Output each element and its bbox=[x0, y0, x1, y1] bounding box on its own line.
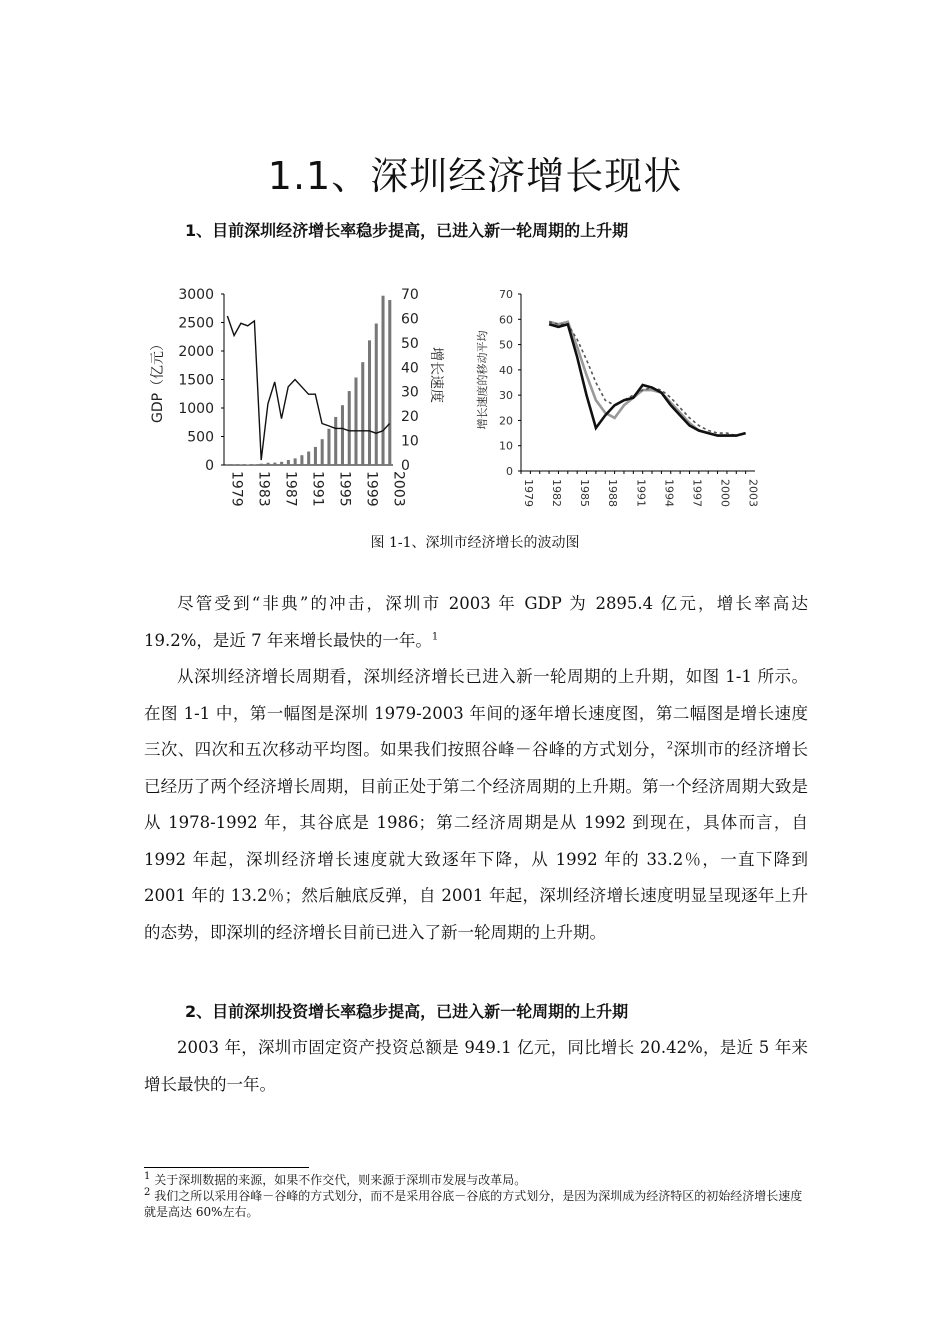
footnote-separator bbox=[144, 1167, 309, 1168]
body-text bbox=[144, 586, 808, 951]
y-tick-label: 1000 bbox=[178, 401, 214, 417]
y2-tick-label: 70 bbox=[401, 287, 419, 303]
gdp-bar bbox=[280, 462, 283, 465]
x-tick-label: 1979 bbox=[228, 471, 245, 507]
y2-tick-label: 0 bbox=[401, 458, 410, 474]
x-tick-label: 1985 bbox=[578, 479, 592, 507]
x-tick-label: 1982 bbox=[550, 479, 564, 507]
paragraph-2: 从深圳经济增长周期看，深圳经济增长已进入新一轮周期的上升期，如图 1-1 所示。在图 1-1 中，第一幅图是深圳 1979-2003 年间的逐年增长速度图，第二幅图是增长速度三次、四次和五次移动平均图。如果我们按照谷峰－谷峰的方式划分，$^2$深圳市的经济增长已经历了两个经济增长周期，目前正处于第二个经济周期的上升期。第一个经济周期大致是从 1978-1992 年，其谷底是 1986；第二经济周期是从 1992 到现在，具体而言，自 1992 年起，深圳经济增长速度就大致逐年下降，从 1992 年的 33.2％，一直下降到 2001 年的 13.2％；然后触底反弹，自 2001 年起，深圳经济增长速度明显呈现逐年上升的态势，即深圳的经济增长目前已进入了新一轮周期的上升期。 bbox=[144, 667, 809, 942]
y-tick-label: 0 bbox=[205, 458, 214, 474]
y2-tick-label: 20 bbox=[401, 409, 419, 426]
gdp-bar bbox=[348, 391, 351, 465]
x-tick-label: 2003 bbox=[390, 471, 407, 507]
y2-tick-label: 10 bbox=[401, 433, 419, 450]
y-tick-label: 3000 bbox=[178, 287, 214, 303]
figure-1-1 bbox=[0, 275, 950, 515]
y-tick-label: 70 bbox=[499, 288, 513, 301]
gdp-bar bbox=[334, 417, 337, 465]
figure-caption: 图 1-1、深圳市经济增长的波动图 bbox=[370, 535, 580, 551]
x-tick-label: 1997 bbox=[690, 479, 704, 507]
x-tick-label: 2000 bbox=[718, 479, 732, 507]
y2-tick-label: 40 bbox=[401, 360, 419, 377]
y-tick-label: 2000 bbox=[178, 344, 214, 360]
paragraph-3: 2003 年，深圳市固定资产投资总额是 949.1 亿元，同比增长 20.42%，是近 5 年来增长最快的一年。 bbox=[144, 1038, 808, 1094]
moving-average-line bbox=[549, 322, 746, 436]
gdp-bar bbox=[287, 460, 290, 465]
y-tick-label: 1500 bbox=[178, 372, 214, 389]
section-heading-2: 2、目前深圳投资增长率稳步提高，已进入新一轮周期的上升期 bbox=[185, 1002, 629, 1021]
gdp-bar bbox=[307, 451, 310, 465]
chart2-ylabel: 增长速度的移动平均 bbox=[476, 330, 489, 430]
x-tick-label: 1983 bbox=[255, 471, 272, 507]
y-tick-label: 50 bbox=[499, 338, 513, 352]
footnote-2: $^2$ 我们之所以采用谷峰－谷峰的方式划分，而不是采用谷底－谷底的方式划分，是因为深圳成为经济特区的初始经济增长速度就是高达 60%左右。 bbox=[144, 1187, 803, 1219]
x-tick-label: 1991 bbox=[634, 479, 648, 507]
gdp-bar bbox=[321, 439, 324, 465]
body-text-2 bbox=[144, 1030, 808, 1103]
moving-average-chart bbox=[475, 288, 760, 507]
y2-tick-label: 60 bbox=[401, 311, 419, 328]
chart1-right-ylabel: 增长速度 bbox=[428, 347, 444, 403]
gdp-bar bbox=[314, 447, 317, 465]
gdp-bar bbox=[341, 405, 344, 465]
y-tick-label: 20 bbox=[499, 414, 513, 428]
x-tick-label: 1994 bbox=[662, 479, 676, 507]
gdp-bar bbox=[361, 362, 364, 465]
footnote-ref-2[interactable]: 2 bbox=[666, 740, 674, 752]
moving-average-line bbox=[549, 322, 746, 436]
gdp-bar bbox=[354, 378, 357, 465]
y-tick-label: 60 bbox=[499, 313, 513, 327]
y-tick-label: 0 bbox=[506, 465, 513, 478]
gdp-bar bbox=[368, 340, 371, 465]
y-tick-label: 40 bbox=[499, 363, 513, 377]
footnotes bbox=[144, 1172, 808, 1220]
section-heading-1: 1、目前深圳经济增长率稳步提高，已进入新一轮周期的上升期 bbox=[185, 221, 629, 240]
gdp-bar bbox=[327, 429, 330, 465]
footnote-1: $^1$ 关于深圳数据的来源，如果不作交代，则来源于深圳市发展与改革局。 bbox=[144, 1171, 527, 1187]
gdp-bar bbox=[294, 458, 297, 465]
y-tick-label: 30 bbox=[499, 389, 513, 403]
page-title: 1.1、深圳经济增长现状 bbox=[267, 154, 683, 198]
footnote-ref-1[interactable]: 1 bbox=[431, 631, 439, 642]
paragraph-1: 尽管受到“非典”的冲击，深圳市 2003 年 GDP 为 2895.4 亿元，增长率高达 19.2%，是近 7 年来增长最快的一年。$^1$ bbox=[144, 594, 808, 650]
y-tick-label: 2500 bbox=[178, 315, 214, 332]
x-tick-label: 1979 bbox=[522, 479, 535, 507]
gdp-bar bbox=[382, 296, 385, 465]
gdp-bar bbox=[267, 463, 270, 465]
x-tick-label: 1991 bbox=[309, 471, 326, 507]
x-tick-label: 1988 bbox=[606, 479, 620, 507]
growth-rate-line bbox=[227, 316, 389, 460]
y2-tick-label: 50 bbox=[401, 335, 419, 352]
x-tick-label: 1987 bbox=[282, 471, 299, 507]
gdp-bar bbox=[253, 464, 256, 465]
gdp-bar bbox=[300, 455, 303, 465]
x-tick-label: 2003 bbox=[746, 479, 760, 507]
y2-tick-label: 30 bbox=[401, 384, 419, 401]
chart1-left-ylabel: GDP（亿元） bbox=[150, 336, 166, 424]
gdp-bar bbox=[388, 300, 391, 465]
gdp-bar bbox=[375, 324, 378, 465]
gdp-bar bbox=[260, 464, 263, 465]
x-tick-label: 1999 bbox=[363, 471, 380, 507]
y-tick-label: 500 bbox=[187, 429, 214, 446]
gdp-bar bbox=[273, 463, 276, 465]
y-tick-label: 10 bbox=[499, 439, 513, 453]
gdp-growth-chart bbox=[150, 287, 445, 507]
x-tick-label: 1995 bbox=[336, 471, 353, 507]
